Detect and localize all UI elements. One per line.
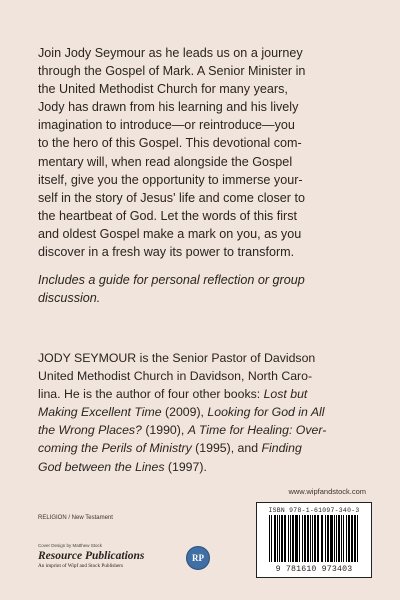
bio-line: United Methodist Church in Davidson, North Caro- bbox=[38, 369, 313, 384]
cover-design-credit: Cover Design by Matthew Stock bbox=[38, 543, 103, 548]
blurb-line: mentary will, when read alongside the Gospel bbox=[38, 154, 293, 169]
subject-category: RELIGION / New Testament bbox=[38, 515, 113, 521]
book-title: Finding bbox=[261, 441, 302, 456]
book-title: coming the Perils of Ministry bbox=[38, 441, 192, 456]
blurb-line: Join Jody Seymour as he leads us on a journey bbox=[38, 46, 303, 60]
blurb-line: itself, give you the opportunity to immerse your- bbox=[38, 172, 303, 187]
note-line: discussion. bbox=[38, 291, 101, 306]
book-title: Making Excellent Time bbox=[38, 405, 162, 420]
book-title: God between the Lines bbox=[38, 459, 165, 474]
publisher-imprint: An imprint of Wipf and Stock Publishers bbox=[38, 563, 123, 569]
book-title: A Time for Healing: Over- bbox=[187, 423, 327, 438]
barcode-stripe bbox=[357, 515, 358, 562]
blurb-line: to the hero of this Gospel. This devotional com- bbox=[38, 136, 302, 151]
isbn-barcode bbox=[256, 502, 372, 578]
publisher-url: www.wipfandstock.com bbox=[288, 487, 366, 496]
blurb-line: and oldest Gospel make a mark on you, as you bbox=[38, 226, 302, 241]
barcode-bars bbox=[269, 515, 359, 562]
book-title: the Wrong Places? bbox=[38, 423, 142, 438]
blurb-line: the United Methodist Church for many years, bbox=[38, 82, 288, 97]
blurb-line: Jody has drawn from his learning and his lively bbox=[38, 100, 299, 115]
isbn-text: ISBN 978-1-61097-340-3 bbox=[268, 507, 360, 514]
bio-text: (1990), bbox=[141, 423, 188, 438]
bio-text: (2009), bbox=[161, 405, 208, 420]
blurb-line: imagination to introduce—or reintroduce—you bbox=[38, 118, 295, 133]
book-title: Looking for God in All bbox=[207, 405, 325, 420]
publisher-block bbox=[38, 550, 188, 569]
blurb-line: through the Gospel of Mark. A Senior Minister in bbox=[38, 64, 306, 79]
blurb-line: discover in a fresh way its power to transform. bbox=[38, 245, 295, 260]
blurb-line: the heartbeat of God. Let the words of this first bbox=[38, 208, 298, 223]
bio-text: (1997). bbox=[164, 459, 207, 474]
publisher-logo-icon: RP bbox=[186, 546, 210, 570]
back-cover-blurb bbox=[38, 44, 368, 307]
author-bio bbox=[38, 349, 368, 476]
blurb-text bbox=[38, 44, 368, 261]
reflection-guide-note bbox=[38, 271, 368, 307]
blurb-line: self in the story of Jesus' life and come closer to bbox=[38, 190, 305, 205]
publisher-name: Resource Publications bbox=[38, 550, 145, 562]
bio-line: lina. He is the author of four other books: bbox=[38, 387, 264, 402]
bio-line: JODY SEYMOUR is the Senior Pastor of Davidson bbox=[38, 351, 316, 365]
bio-text: (1995), and bbox=[191, 441, 262, 456]
note-line: Includes a guide for personal reflection or group bbox=[38, 273, 305, 288]
book-title: Lost but bbox=[263, 387, 308, 402]
barcode-digits: 9 781610 973403 bbox=[275, 565, 353, 574]
